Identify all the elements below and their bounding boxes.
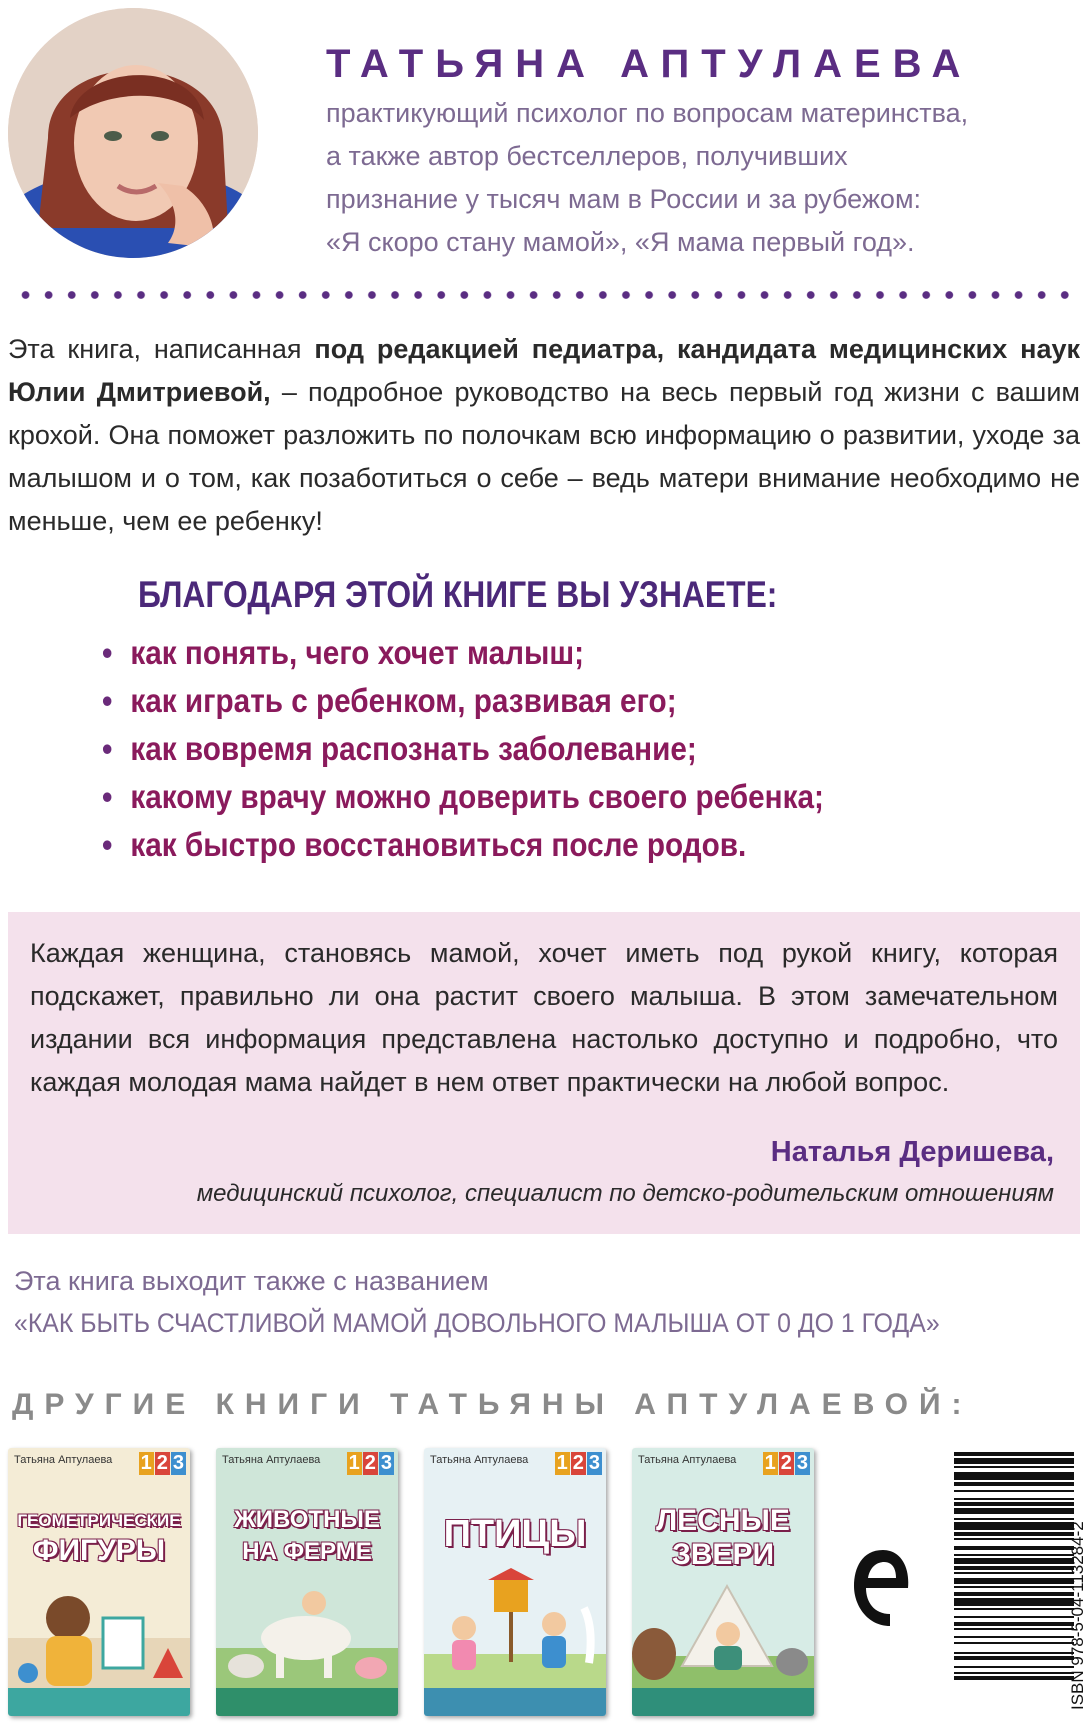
author-photo bbox=[8, 8, 258, 258]
dotted-divider bbox=[14, 290, 1078, 300]
other-books-heading: ДРУГИЕ КНИГИ ТАТЬЯНЫ АПТУЛАЕВОЙ: bbox=[12, 1388, 973, 1421]
book-bottom-strip bbox=[216, 1688, 398, 1716]
book-author: Татьяна Аптулаева bbox=[638, 1454, 737, 1466]
barcode-bar bbox=[954, 1458, 1074, 1464]
book-bottom-strip bbox=[632, 1688, 814, 1716]
book-author: Татьяна Аптулаева bbox=[222, 1454, 321, 1466]
book-cover-farm-animals[interactable] bbox=[216, 1448, 398, 1716]
barcode-bar bbox=[954, 1628, 1074, 1630]
author-name: ТАТЬЯНА АПТУЛАЕВА bbox=[326, 42, 973, 86]
barcode-bar bbox=[954, 1666, 1074, 1668]
book-illustration-icon bbox=[632, 1576, 814, 1688]
intro-text-end: – подробное руководство на весь первый год жизни с вашим крохой. Она поможет разложить по полочкам всю информацию о развитии, уходе за малышом и о том, как позаботиться о себе – ведь матери внимание необходимо не меньше, чем ее ребенку! bbox=[8, 377, 1080, 536]
barcode-bar bbox=[954, 1642, 1074, 1644]
intro-editor-credit: под редакцией педиатра, кандидата медицинских наук Юлии Дмитриевой, bbox=[8, 334, 1080, 407]
intro-paragraph bbox=[8, 328, 1080, 543]
barcode-bar bbox=[954, 1676, 1074, 1680]
learn-item-text: какому врачу можно доверить своего ребенка; bbox=[130, 778, 824, 815]
publisher-logo-icon bbox=[850, 1546, 916, 1630]
bullet-icon: • bbox=[102, 682, 113, 719]
learn-item bbox=[102, 634, 584, 672]
review-author-role: медицинский психолог, специалист по детско-родительским отношениям bbox=[196, 1180, 1054, 1207]
series-numbers: 1 2 3 bbox=[348, 1452, 392, 1474]
learn-item bbox=[102, 826, 746, 864]
barcode-bar bbox=[954, 1586, 1074, 1588]
barcode-bar bbox=[954, 1598, 1074, 1606]
bullet-icon: • bbox=[102, 730, 113, 767]
book-cover-geometric-shapes[interactable] bbox=[8, 1448, 190, 1716]
barcode-bar bbox=[954, 1672, 1074, 1674]
barcode-bar bbox=[954, 1482, 1074, 1486]
barcode-bar bbox=[954, 1532, 1074, 1536]
barcode-bar bbox=[954, 1636, 1074, 1638]
barcode-bar bbox=[954, 1498, 1074, 1500]
learn-item bbox=[102, 778, 824, 816]
bullet-icon: • bbox=[102, 778, 113, 815]
alt-title: «КАК БЫТЬ СЧАСТЛИВОЙ МАМОЙ ДОВОЛЬНОГО МАЛЫША ОТ 0 ДО 1 ГОДА» bbox=[14, 1308, 940, 1338]
book-author: Татьяна Аптулаева bbox=[14, 1454, 113, 1466]
barcode-bar bbox=[954, 1608, 1074, 1610]
barcode-bar bbox=[954, 1652, 1074, 1654]
bullet-icon: • bbox=[102, 826, 113, 863]
book-title: ПТИЦЫ bbox=[443, 1513, 587, 1555]
author-bio-line: практикующий психолог по вопросам материнства, bbox=[326, 98, 969, 128]
author-bio bbox=[326, 92, 1086, 264]
barcode-bar bbox=[954, 1452, 1074, 1456]
isbn-number: ISBN 978-5-04-113284-2 bbox=[1068, 1521, 1087, 1710]
learn-item bbox=[102, 682, 677, 720]
book-cover-birds[interactable] bbox=[424, 1448, 606, 1716]
barcode-bar bbox=[954, 1466, 1074, 1468]
book-bottom-strip bbox=[424, 1688, 606, 1716]
learn-item-text: как вовремя распознать заболевание; bbox=[130, 730, 697, 767]
series-numbers: 1 2 3 bbox=[140, 1452, 184, 1474]
learn-item bbox=[102, 730, 697, 768]
barcode-bar bbox=[954, 1578, 1074, 1584]
barcode-bar bbox=[954, 1538, 1074, 1540]
learn-item-text: как быстро восстановиться после родов. bbox=[130, 826, 747, 863]
series-numbers: 1 2 3 bbox=[764, 1452, 808, 1474]
learn-item-text: как играть с ребенком, развивая его; bbox=[130, 682, 677, 719]
intro-text-start: Эта книга, написанная bbox=[8, 334, 315, 364]
barcode-bar bbox=[954, 1472, 1074, 1480]
book-bottom-strip bbox=[8, 1688, 190, 1716]
book-cover-forest-animals[interactable] bbox=[632, 1448, 814, 1716]
alt-title-intro: Эта книга выходит также с названием bbox=[14, 1266, 489, 1296]
author-bio-line: «Я скоро стану мамой», «Я мама первый год». bbox=[326, 227, 915, 257]
barcode-bar bbox=[954, 1554, 1074, 1556]
barcode-bar bbox=[954, 1592, 1074, 1596]
author-bio-line: а также автор бестселлеров, получивших bbox=[326, 141, 848, 171]
barcode-bar bbox=[954, 1616, 1074, 1618]
barcode-bar bbox=[954, 1566, 1074, 1570]
book-author: Татьяна Аптулаева bbox=[430, 1454, 529, 1466]
barcode-bar bbox=[954, 1572, 1074, 1574]
barcode-icon bbox=[924, 1446, 1080, 1722]
bullet-icon: • bbox=[102, 634, 113, 671]
barcode-bar bbox=[954, 1546, 1074, 1550]
barcode-bar bbox=[954, 1622, 1074, 1626]
author-portrait-icon bbox=[8, 8, 258, 258]
learn-item-text: как понять, чего хочет малыш; bbox=[130, 634, 585, 671]
barcode-bar bbox=[954, 1490, 1074, 1492]
barcode-bar bbox=[954, 1522, 1074, 1530]
series-numbers: 1 2 3 bbox=[556, 1452, 600, 1474]
book-illustration-icon bbox=[8, 1578, 190, 1688]
book-title: ГЕОМЕТРИЧЕСКИЕ ФИГУРЫ bbox=[17, 1511, 181, 1567]
book-title: ЛЕСНЫЕ ЗВЕРИ bbox=[656, 1504, 790, 1571]
book-illustration-icon bbox=[424, 1568, 606, 1688]
barcode-bar bbox=[954, 1656, 1074, 1660]
barcode-bar bbox=[954, 1518, 1074, 1520]
author-bio-line: признание у тысяч мам в России и за рубежом: bbox=[326, 184, 922, 214]
barcode-bar bbox=[954, 1508, 1074, 1514]
barcode-bar bbox=[954, 1558, 1074, 1564]
review-author: Наталья Деришева, bbox=[770, 1136, 1054, 1168]
book-title: ЖИВОТНЫЕ НА ФЕРМЕ bbox=[234, 1506, 380, 1565]
review-text: Каждая женщина, становясь мамой, хочет иметь под рукой книгу, которая подскажет, правильно ли она растит своего малыша. В этом замечательном издании вся информация представлена настолько доступно и подробно, что каждая молодая мама найдет в нем ответ практически на любой вопрос. bbox=[30, 938, 1058, 1097]
learn-heading: БЛАГОДАРЯ ЭТОЙ КНИГЕ ВЫ УЗНАЕТЕ: bbox=[138, 574, 778, 615]
barcode-bar bbox=[954, 1502, 1074, 1506]
book-illustration-icon bbox=[216, 1578, 398, 1688]
